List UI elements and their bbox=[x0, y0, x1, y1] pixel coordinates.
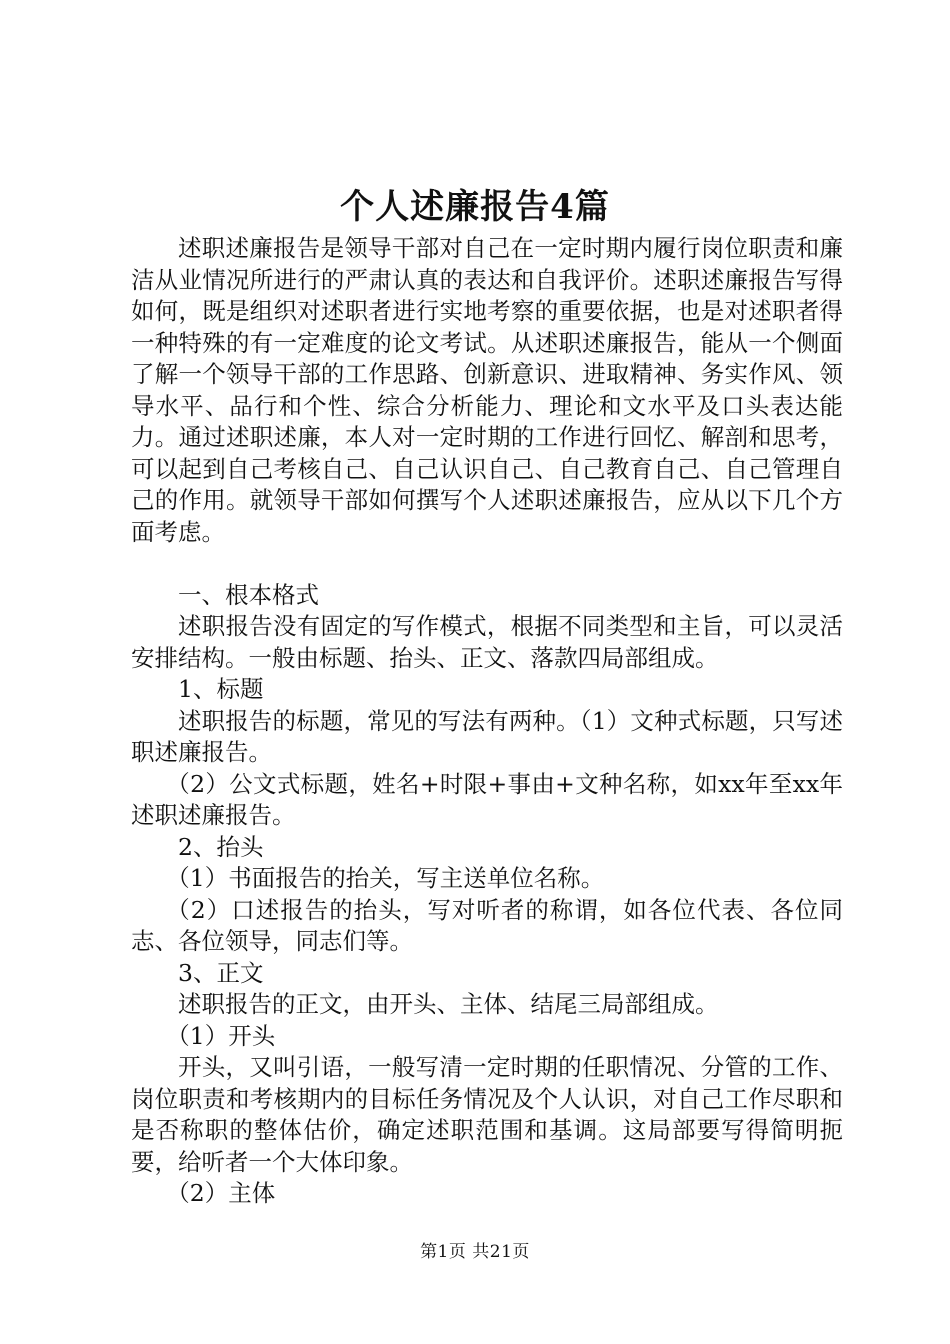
document-body bbox=[131, 233, 843, 1210]
paragraph: （1）书面报告的抬关，写主送单位名称。 bbox=[166, 864, 605, 892]
paragraph: （2）口述报告的抬头，写对听者的称谓，如各位代表、各位同志、各位领导，同志们等。 bbox=[131, 895, 843, 955]
subheading-main-body: （2）主体 bbox=[166, 1179, 276, 1207]
section-heading-basic-format: 一、根本格式 bbox=[178, 580, 319, 609]
paragraph: （2）公文式标题，姓名+时限+事由+文种名称，如xx年至xx年述职述廉报告。 bbox=[131, 769, 843, 829]
paragraph: 述职报告的标题，常见的写法有两种。（1）文种式标题，只写述职述廉报告。 bbox=[131, 706, 843, 766]
document-title: 个人述廉报告4篇 bbox=[340, 187, 610, 227]
subheading-opening: （1）开头 bbox=[166, 1021, 276, 1050]
paragraph: 开头，又叫引语，一般写清一定时期的任职情况、分管的工作、岗位职责和考核期内的目标任务情况及个人认识，对自己工作尽职和是否称职的整体估价，确定述职范围和基调。这局部要写得简明扼要，给听者一个大体印象。 bbox=[131, 1053, 843, 1176]
paragraph: 述职报告的正文，由开头、主体、结尾三局部组成。 bbox=[178, 990, 719, 1018]
subheading-body: 3、正文 bbox=[178, 958, 264, 987]
page-footer: 第1页 共21页 bbox=[420, 1242, 530, 1262]
paragraph-intro: 述职述廉报告是领导干部对自己在一定时期内履行岗位职责和廉洁从业情况所进行的严肃认真的表达和自我评价。述职述廉报告写得如何，既是组织对述职者进行实地考察的重要依据，也是对述职者得一种特殊的有一定难度的论文考试。从述职述廉报告，能从一个侧面了解一个领导干部的工作思路、创新意识、进取精神、务实作风、领导水平、品行和个性、综合分析能力、理论和文水平及口头表达能力。通过述职述廉，本人对一定时期的工作进行回忆、解剖和思考，可以起到自己考核自己、自己认识自己、自己教育自己、自己管理自己的作用。就领导干部如何撰写个人述职述廉报告，应从以下几个方面考虑。 bbox=[131, 234, 843, 546]
paragraph: 述职报告没有固定的写作模式，根据不同类型和主旨，可以灵活安排结构。一般由标题、抬头、正文、落款四局部组成。 bbox=[131, 612, 843, 672]
subheading-header: 2、抬头 bbox=[178, 832, 264, 861]
subheading-title: 1、标题 bbox=[178, 675, 264, 703]
